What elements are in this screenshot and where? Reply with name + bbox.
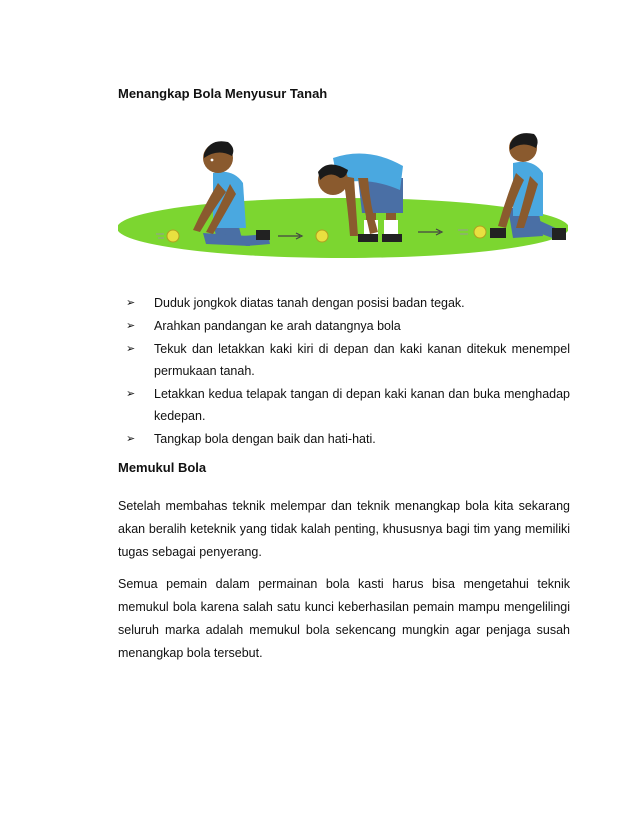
- arrow-bullet-icon: ➢: [126, 433, 136, 445]
- list-item: ➢ Tangkap bola dengan baik dan hati-hati.: [126, 428, 570, 450]
- section-title: Memukul Bola: [118, 460, 207, 475]
- paragraph: Semua pemain dalam permainan bola kasti harus bisa mengetahui teknik memukul bola karena salah satu kunci keberhasilan pemain mampu mengelilingi seluruh marka adalah memukul bola sekencang mungkin agar penjaga susah menangkap bola tersebut.: [118, 577, 570, 660]
- instruction-list: [126, 292, 570, 451]
- arrow-bullet-icon: ➢: [126, 388, 136, 400]
- ball-3: [474, 226, 486, 238]
- list-item: ➢ Tekuk dan letakkan kaki kiri di depan dan kaki kanan ditekuk menempel permukaan tanah.: [126, 338, 570, 382]
- ball-2: [316, 230, 328, 242]
- arrow-bullet-icon: ➢: [126, 297, 136, 309]
- list-item: ➢ Duduk jongkok diatas tanah dengan posisi badan tegak.: [126, 292, 570, 314]
- paragraph: Setelah membahas teknik melempar dan teknik menangkap bola kita sekarang akan beralih keteknik yang tidak kalah penting, khususnya bagi tim yang memiliki tugas sebagai penyerang.: [118, 499, 570, 559]
- arrow-bullet-icon: ➢: [126, 320, 136, 332]
- section-title: Menangkap Bola Menyusur Tanah: [118, 86, 328, 101]
- arrow-bullet-icon: ➢: [126, 343, 136, 355]
- ball-1: [167, 230, 179, 242]
- list-item: ➢ Letakkan kedua telapak tangan di depan kaki kanan dan buka menghadap kedepan.: [126, 383, 570, 427]
- list-item: ➢ Arahkan pandangan ke arah datangnya bola: [126, 315, 570, 337]
- catching-illustration: [118, 128, 568, 258]
